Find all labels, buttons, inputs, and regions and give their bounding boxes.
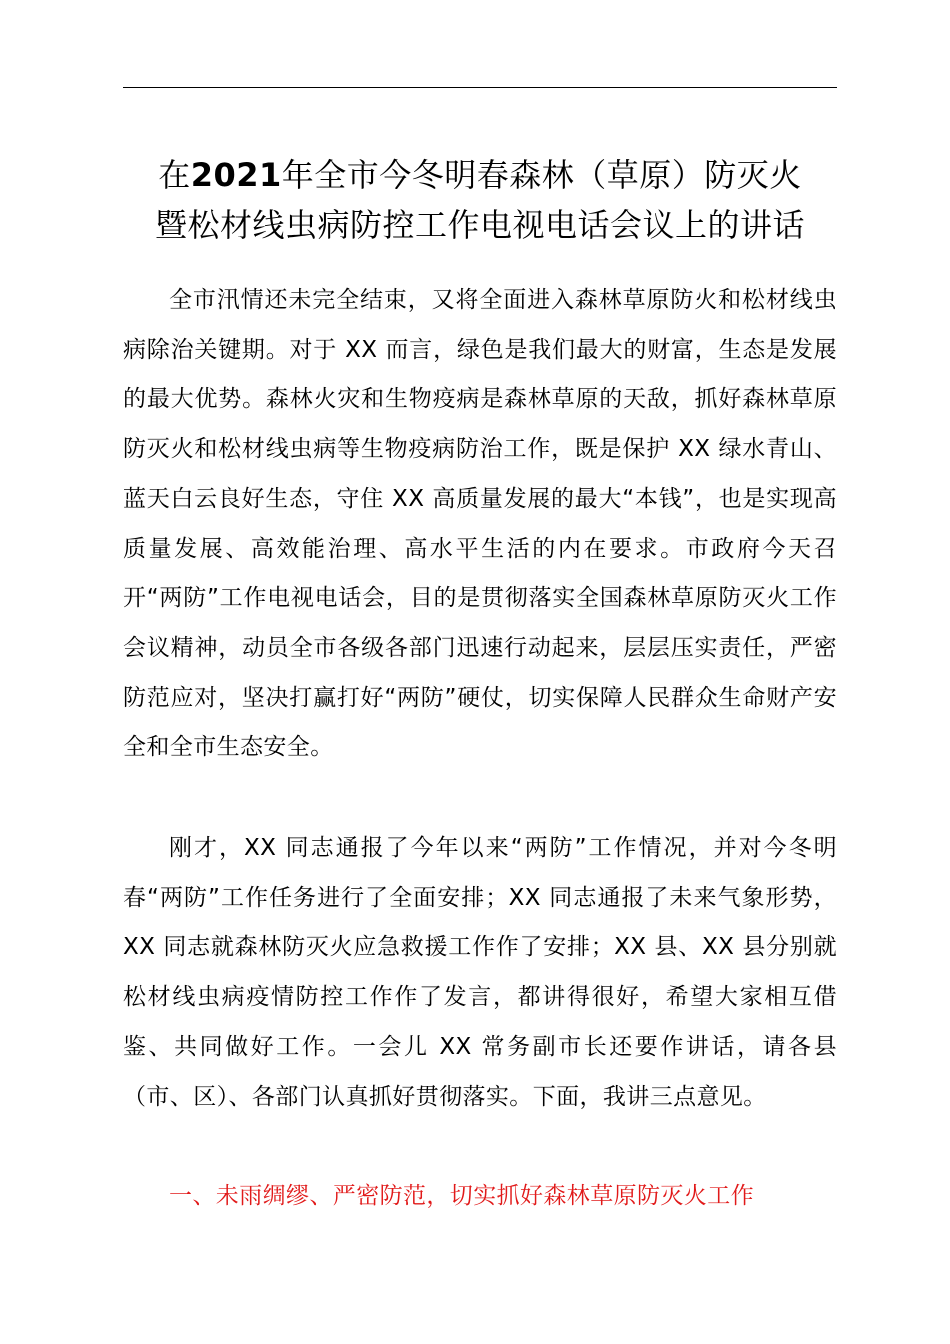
paragraph-2: 刚才，XX 同志通报了今年以来“两防”工作情况，并对今冬明春“两防”工作任务进行了全面安排；XX 同志通报了未来气象形势，XX 同志就森林防灭火应急救援工作作了安排；XX 县、XX 县分别就松材线虫病疫情防控工作作了发言，都讲得很好，希望大家相互借鉴、共同做好工作。一会儿 XX 常务副市长还要作讲话，请各县（市、区）、各部门认真抓好贯彻落实。下面，我讲三点意见。 — [123, 835, 837, 1110]
paragraph-1: 全市汛情还未完全结束，又将全面进入森林草原防火和松材线虫病除治关键期。对于 XX 而言，绿色是我们最大的财富，生态是发展的最大优势。森林火灾和生物疫病是森林草原的天敌，抓好森林草原防灭火和松材线虫病等生物疫病防治工作，既是保护 XX 绿水青山、蓝天白云良好生态，守住 XX 高质量发展的最大“本钱”，也是实现高质量发展、高效能治理、高水平生活的内在要求。市政府今天召开“两防”工作电视电话会，目的是贯彻落实全国森林草原防灭火工作会议精神，动员全市各级各部门迅速行动起来，层层压实责任，严密防范应对，坚决打赢打好“两防”硬仗，切实保障人民群众生命财产安全和全市生态安全。 — [123, 287, 837, 761]
title-year: 2021 — [190, 156, 282, 194]
title-rest: 年全市今冬明春森林（草原）防灭火 — [281, 156, 802, 194]
title-line-2: 暨松材线虫病防控工作电视电话会议上的讲话 — [154, 206, 805, 244]
title-prefix: 在 — [158, 156, 191, 194]
header-rule — [123, 87, 837, 88]
section-heading-1: 一、未雨绸缪、严密防范，切实抓好森林草原防灭火工作 — [169, 1183, 754, 1209]
title-line-1 — [110, 150, 850, 200]
page-title — [110, 150, 850, 250]
